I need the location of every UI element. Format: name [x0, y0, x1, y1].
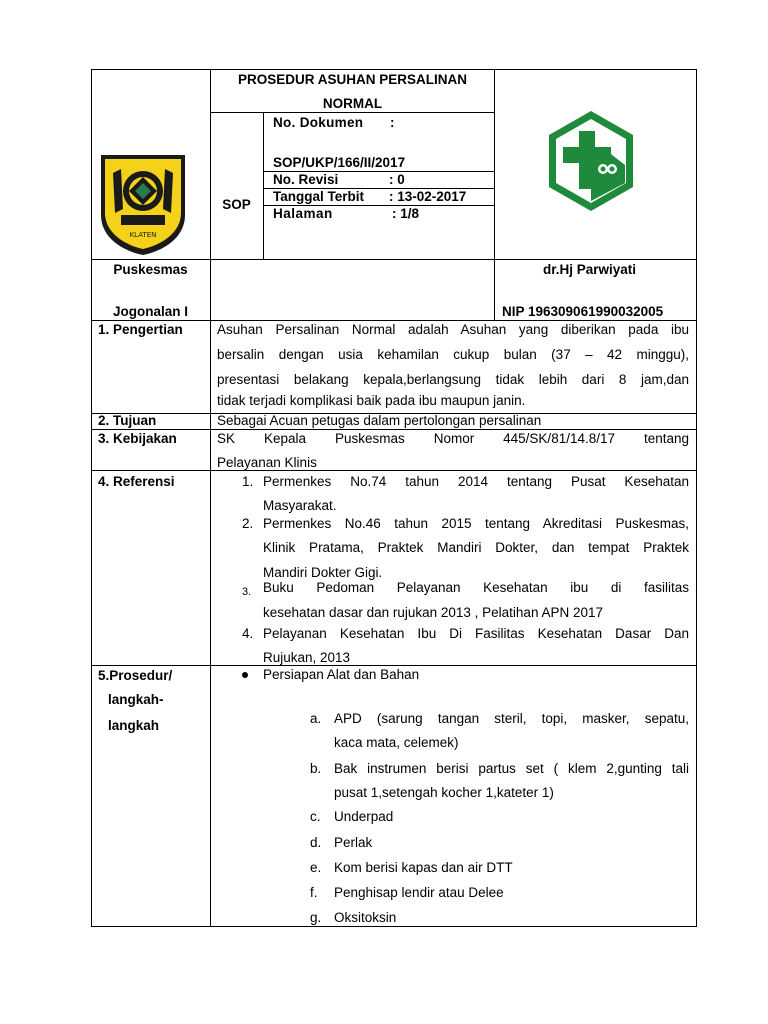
list-text: Mandiri Dokter Gigi. — [263, 565, 383, 580]
pengertian-line: presentasi belakang kepala,berlangsung tidak lebih dari 8 jam,dan — [217, 372, 689, 387]
doc-no-colon: : — [390, 115, 395, 130]
klaten-logo — [99, 153, 187, 256]
list-text: Oksitoksin — [334, 910, 397, 925]
tujuan-text: Sebagai Acuan petugas dalam pertolongan persalinan — [217, 413, 542, 428]
list-number: 3. — [242, 586, 252, 598]
prosedur-label: langkah — [108, 718, 160, 733]
list-letter: c. — [310, 809, 321, 824]
pengertian-label: 1. Pengertian — [98, 322, 183, 337]
list-text: Permenkes No.74 tahun 2014 tentang Pusat Kesehatan — [263, 474, 689, 489]
list-text: Kom berisi kapas dan air DTT — [334, 860, 513, 875]
list-letter: a. — [310, 711, 322, 726]
list-letter: d. — [310, 835, 322, 850]
puskesmas-emblem — [545, 109, 637, 213]
list-text: Klinik Pratama, Praktek Mandiri Dokter, dan tempat Praktek — [263, 540, 689, 555]
list-text: Bak instrumen berisi partus set ( klem 2,gunting tali — [334, 761, 689, 776]
prosedur-label: 5.Prosedur/ — [98, 668, 173, 683]
list-letter: g. — [310, 910, 322, 925]
list-number: 4. — [242, 626, 254, 641]
date-value: : 13-02-2017 — [389, 189, 467, 204]
pengertian-text — [217, 317, 689, 410]
list-text: Permenkes No.46 tahun 2015 tentang Akreditasi Puskesmas, — [263, 516, 689, 531]
list-text: Masyarakat. — [263, 498, 337, 513]
list-text: kesehatan dasar dan rujukan 2013 , Pelatihan APN 2017 — [263, 605, 603, 620]
kebijakan-line1: SK Kepala Puskesmas Nomor 445/SK/81/14.8/17 tentang — [217, 431, 689, 446]
list-text: Perlak — [334, 835, 373, 850]
prosedur-bullet-text: Persiapan Alat dan Bahan — [263, 667, 420, 682]
logo-text: KLATEN — [129, 231, 157, 239]
sop-label: SOP — [222, 197, 251, 212]
list-number: 2. — [242, 516, 254, 531]
document-title-line2: NORMAL — [322, 96, 383, 111]
signer-name: dr.Hj Parwiyati — [543, 262, 637, 277]
doc-no-label: No. Dokumen — [273, 115, 364, 130]
bullet-dot — [242, 672, 248, 678]
page-value: : 1/8 — [392, 206, 420, 221]
list-text: pusat 1,setengah kocher 1,kateter 1) — [334, 785, 554, 800]
list-letter: b. — [310, 761, 322, 776]
list-letter: e. — [310, 860, 322, 875]
list-text: Buku Pedoman Pelayanan Kesehatan ibu di fasilitas — [263, 580, 689, 595]
list-text: Pelayanan Kesehatan Ibu Di Fasilitas Kesehatan Dasar Dan — [263, 626, 689, 641]
org-name: Puskesmas — [113, 262, 188, 277]
document-title-line1: PROSEDUR ASUHAN PERSALINAN — [237, 72, 468, 87]
list-text: APD (sarung tangan steril, topi, masker, sepatu, — [334, 711, 689, 726]
page-label: Halaman — [273, 206, 333, 221]
pengertian-line: bersalin dengan usia kehamilan cukup bulan (37 – 42 minggu), — [217, 347, 689, 362]
list-text: Penghisap lendir atau Delee — [334, 885, 504, 900]
signer-nip: NIP 196309061990032005 — [502, 304, 664, 319]
referensi-label: 4. Referensi — [98, 474, 175, 489]
list-number: 1. — [242, 474, 254, 489]
revision-value: : 0 — [389, 172, 405, 187]
doc-no-value: SOP/UKP/166/II/2017 — [273, 155, 406, 170]
tujuan-label: 2. Tujuan — [98, 413, 157, 428]
list-text: Rujukan, 2013 — [263, 650, 351, 665]
pengertian-line: Asuhan Persalinan Normal adalah Asuhan yang diberikan pada ibu — [217, 322, 689, 337]
list-text: Underpad — [334, 809, 394, 824]
revision-label: No. Revisi — [273, 172, 339, 187]
list-letter: f. — [310, 885, 318, 900]
date-label: Tanggal Terbit — [273, 189, 364, 204]
list-text: kaca mata, celemek) — [334, 735, 459, 750]
kebijakan-line2: Pelayanan Klinis — [217, 455, 317, 470]
prosedur-label: langkah- — [108, 692, 164, 707]
org-unit: Jogonalan I — [112, 304, 188, 319]
kebijakan-label: 3. Kebijakan — [98, 431, 177, 446]
pengertian-line: tidak terjadi komplikasi baik pada ibu maupun janin. — [217, 393, 526, 408]
